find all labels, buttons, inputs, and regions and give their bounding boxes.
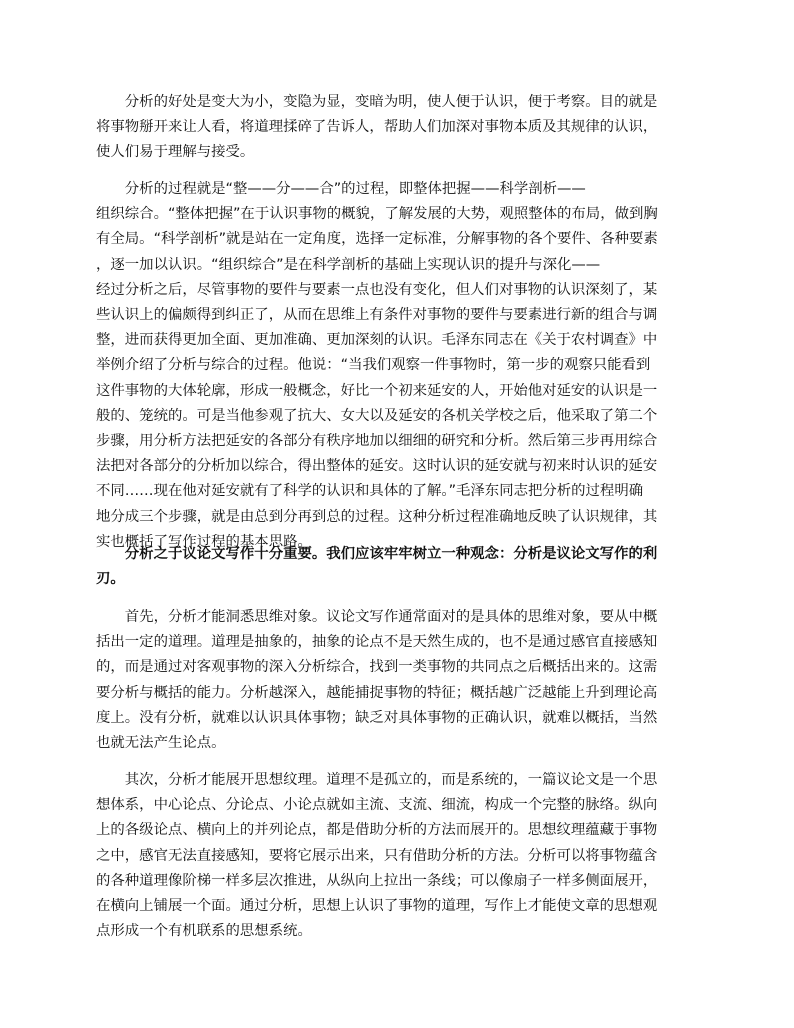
paragraph-line: 度上。没有分析，就难以认识具体事物；缺乏对具体事物的正确认识，就难以概括，当然 [96,709,658,726]
paragraph-line: 括出一定的道理。道理是抽象的，抽象的论点不是天然生成的，也不是通过感官直接感知 [96,634,658,651]
paragraph-line: 实也概括了写作过程的基本思路。 [96,533,312,550]
paragraph-line: 举例介绍了分析与综合的过程。他说：“当我们观察一件事物时，第一步的观察只能看到 [96,357,651,374]
paragraph-line: 不同……现在他对延安就有了科学的认识和具体的了解。”毛泽东同志把分析的过程明确 [96,483,644,500]
paragraph-line: 的，而是通过对客观事物的深入分析综合，找到一类事物的共同点之后概括出来的。这需 [96,659,658,676]
paragraph-line: 的各种道理像阶梯一样多层次推进，从纵向上拉出一条线；可以像扇子一样多侧面展开， [96,872,658,889]
paragraph-line: 些认识上的偏颇得到纠正了，从而在思维上有条件对事物的要件与要素进行新的组合与调 [96,307,658,324]
paragraph-line: 也就无法产生论点。 [96,735,226,752]
paragraph-line: 之中，感官无法直接感知，要将它展示出来，只有借助分析的方法。分析可以将事物蕴含 [96,847,658,864]
paragraph-line: 法把对各部分的分析加以综合，得出整体的延安。这时认识的延安就与初来时认识的延安 [96,458,658,475]
paragraph-line: 分析的过程就是“整——分——合”的过程，即整体把握——科学剖析—— [96,181,586,197]
paragraph-line: 般的、笼统的。可是当他参观了抗大、女大以及延安的各机关学校之后，他采取了第二个 [96,407,658,424]
paragraph-line: 分析之于议论文写作十分重要。我们应该牢牢树立一种观念：分析是议论文写作的利 [96,546,658,562]
paragraph-3 [96,542,700,592]
paragraph-line: 经过分析之后，尽管事物的要件与要素一点也没有变化，但人们对事物的认识深刻了，某 [96,281,658,298]
paragraph-line: 其次，分析才能展开思想纹理。道理不是孤立的，而是系统的，一篇议论文是一个思 [96,772,658,788]
paragraph-line: 将事物掰开来让人看，将道理揉碎了告诉人，帮助人们加深对事物本质及其规律的认识， [96,119,658,136]
paragraph-line: 在横向上铺展一个面。通过分析，思想上认识了事物的道理，写作上才能使文章的思想观 [96,898,658,915]
paragraph-line: 步骤，用分析方法把延安的各部分有秩序地加以细细的研究和分析。然后第三步再用综合 [96,433,658,450]
paragraph-line: 上的各级论点、横向上的并列论点，都是借助分析的方法而展开的。思想纹理蕴藏于事物 [96,822,658,839]
paragraph-line: 整，进而获得更加全面、更加准确、更加深刻的认识。毛泽东同志在《关于农村调查》中 [96,332,658,349]
paragraph-line: ，逐一加以认识。“组织综合”是在科学剖析的基础上实现认识的提升与深化—— [96,256,601,273]
paragraph-line: 点形成一个有机联系的思想系统。 [96,923,312,940]
paragraph-5 [96,768,700,944]
paragraph-line: 首先，分析才能洞悉思维对象。议论文写作通常面对的是具体的思维对象，要从中概 [96,609,658,625]
paragraph-line: 刃。 [96,571,125,588]
paragraph-line: 这件事物的大体轮廓，形成一般概念，好比一个初来延安的人，开始他对延安的认识是一 [96,382,658,399]
paragraph-line: 有全局。“科学剖析”就是站在一定角度，选择一定标准，分解事物的各个要件、各种要素 [96,231,658,248]
paragraph-line: 要分析与概括的能力。分析越深入，越能捕捉事物的特征；概括越广泛越能上升到理论高 [96,684,658,701]
paragraph-line: 使人们易于理解与接受。 [96,144,255,161]
paragraph-2 [96,177,700,555]
paragraph-1 [96,90,700,166]
paragraph-line: 分析的好处是变大为小，变隐为显，变暗为明，使人便于认识，便于考察。目的就是 [96,94,658,110]
paragraph-4 [96,605,700,756]
paragraph-line: 想体系，中心论点、分论点、小论点就如主流、支流、细流，构成一个完整的脉络。纵向 [96,797,658,814]
paragraph-line: 地分成三个步骤，就是由总到分再到总的过程。这种分析过程准确地反映了认识规律，其 [96,508,658,525]
paragraph-line: 组织综合。“整体把握”在于认识事物的概貌，了解发展的大势，观照整体的布局，做到胸 [96,206,658,223]
